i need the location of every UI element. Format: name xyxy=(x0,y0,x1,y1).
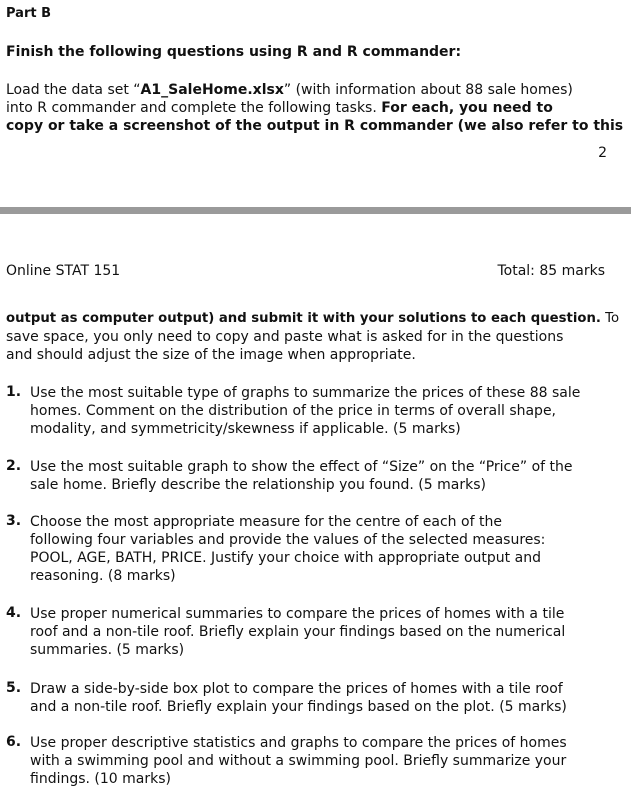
total-marks-header: Total: 85 marks xyxy=(497,263,605,279)
question-line: Draw a side-by-side box plot to compare the prices of homes with a tile roof xyxy=(30,681,563,697)
question-item xyxy=(6,734,626,788)
intro-text: into R commander and complete the following tasks. xyxy=(6,100,382,116)
intro-line-3: copy or take a screenshot of the output in R commander (we also refer to this xyxy=(6,118,624,134)
continuation-paragraph xyxy=(6,310,626,364)
question-line: sale home. Briefly describe the relationship you found. (5 marks) xyxy=(30,477,486,493)
question-line: homes. Comment on the distribution of the price in terms of overall shape, xyxy=(30,403,557,419)
question-item xyxy=(6,513,626,585)
instruction-heading: Finish the following questions using R and R commander: xyxy=(6,44,462,60)
question-item xyxy=(6,605,626,659)
intro-text: Load the data set “ xyxy=(6,82,141,98)
continuation-line-1 xyxy=(6,310,626,328)
question-line: reasoning. (8 marks) xyxy=(30,568,176,584)
question-number: 3. xyxy=(6,513,22,529)
question-line: Use the most suitable graph to show the effect of “Size” on the “Price” of the xyxy=(30,459,573,475)
continuation-line-3: and should adjust the size of the image when appropriate. xyxy=(6,347,416,363)
question-line: Use proper descriptive statistics and graphs to compare the prices of homes xyxy=(30,735,567,751)
question-number: 1. xyxy=(6,384,22,400)
intro-paragraph xyxy=(6,81,626,135)
question-line: and a non-tile roof. Briefly explain your findings based on the plot. (5 marks) xyxy=(30,699,567,715)
page-divider xyxy=(0,207,631,214)
part-title: Part B xyxy=(6,6,52,21)
question-line: following four variables and provide the values of the selected measures: xyxy=(30,532,546,548)
question-line: modality, and symmetricity/skewness if applicable. (5 marks) xyxy=(30,421,461,437)
question-number: 2. xyxy=(6,458,22,474)
question-item xyxy=(6,680,626,716)
question-line: findings. (10 marks) xyxy=(30,771,171,787)
continuation-bold-text: output as computer output) and submit it with your solutions to each question. xyxy=(6,311,601,326)
question-line: summaries. (5 marks) xyxy=(30,642,185,658)
question-item xyxy=(6,384,626,438)
question-number: 5. xyxy=(6,680,22,696)
question-line: Use the most suitable type of graphs to summarize the prices of these 88 sale xyxy=(30,385,581,401)
intro-line-1 xyxy=(6,81,626,99)
question-item xyxy=(6,458,626,494)
question-line: Use proper numerical summaries to compare the prices of homes with a tile xyxy=(30,606,565,622)
page-number: 2 xyxy=(598,145,607,161)
question-number: 6. xyxy=(6,734,22,750)
intro-line-2 xyxy=(6,99,626,117)
question-line: Choose the most appropriate measure for the centre of each of the xyxy=(30,514,502,530)
intro-bold-text: For each, you need to xyxy=(381,100,553,116)
continuation-line-2: save space, you only need to copy and paste what is asked for in the questions xyxy=(6,329,564,345)
intro-text: ” (with information about 88 sale homes) xyxy=(283,82,573,98)
question-line: POOL, AGE, BATH, PRICE. Justify your choice with appropriate output and xyxy=(30,550,541,566)
continuation-text: To xyxy=(600,311,620,326)
question-number: 4. xyxy=(6,605,22,621)
question-line: roof and a non-tile roof. Briefly explain your findings based on the numerical xyxy=(30,624,566,640)
question-line: with a swimming pool and without a swimming pool. Briefly summarize your xyxy=(30,753,567,769)
course-header: Online STAT 151 xyxy=(6,263,121,279)
dataset-name: A1_SaleHome.xlsx xyxy=(140,82,284,98)
